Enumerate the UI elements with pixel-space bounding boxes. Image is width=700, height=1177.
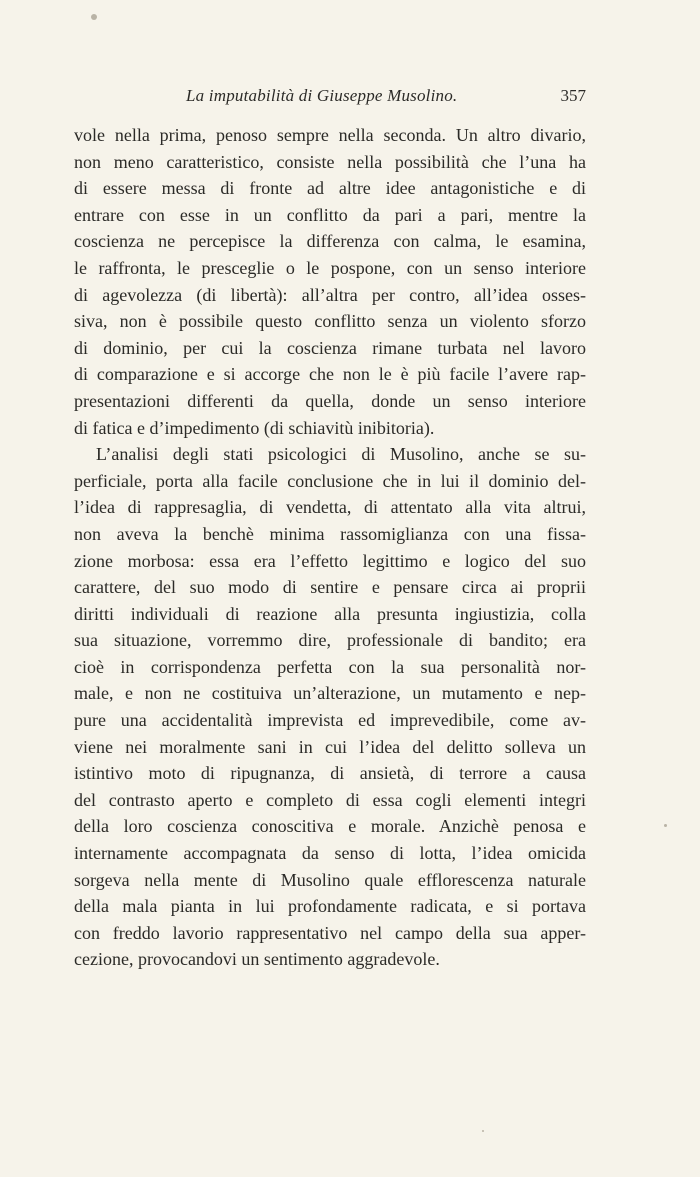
text-line: l’idea di rappresaglia, di vendetta, di attentato alla vita altrui,	[74, 497, 586, 518]
text-line: zione morbosa: essa era l’effetto legittimo e logico del suo	[74, 550, 586, 571]
body-text	[74, 122, 586, 973]
text-line: di agevolezza (di libertà): all’altra per contro, all’idea osses-	[74, 284, 586, 305]
text-line: della loro coscienza conoscitiva e morale. Anzichè penosa e	[74, 816, 586, 837]
text-line: cezione, provocandovi un sentimento aggradevole.	[74, 949, 440, 970]
paragraph	[74, 441, 586, 973]
text-line: con freddo lavorio rappresentativo nel campo della sua apper-	[74, 922, 586, 943]
text-line: della mala pianta in lui profondamente radicata, e si portava	[74, 896, 586, 917]
text-line: le raffronta, le prescegliе o le pospone, con un senso interiore	[74, 257, 586, 278]
text-line: istintivo moto di ripugnanza, di ansietà, di terrore a causa	[74, 763, 586, 784]
paragraph	[74, 122, 586, 441]
text-line: perficiale, porta alla facile conclusione che in lui il dominio del-	[74, 470, 586, 491]
text-line: non meno caratteristico, consiste nella possibilità che l’una ha	[74, 151, 586, 172]
running-header	[74, 86, 586, 110]
paper-speck	[482, 1130, 484, 1132]
paper-speck	[664, 824, 667, 827]
text-line: siva, non è possibile questo conflitto senza un violento sforzo	[74, 311, 586, 332]
text-line: vole nella prima, penoso sempre nella seconda. Un altro divario,	[74, 125, 586, 145]
text-line: carattere, del suo modo di sentire e pensare circa ai proprii	[74, 577, 586, 598]
text-line: di essere messa di fronte ad altre idee antagonistiche e di	[74, 178, 586, 199]
running-title: La imputabilità di Giuseppe Musolino.	[186, 86, 458, 105]
text-line: entrare con esse in un conflitto da pari a pari, mentre la	[74, 204, 586, 225]
paper-speck	[91, 14, 97, 20]
text-line: non aveva la benchè minima rassomiglianza con una fissa-	[74, 523, 586, 544]
text-line: cioè in corrispondenza perfetta con la sua personalità nor-	[74, 656, 586, 677]
text-line: presentazioni differenti da quella, donde un senso interiore	[74, 390, 586, 411]
text-line: di comparazione e si accorge che non le è più facile l’avere rap-	[74, 364, 586, 385]
text-line: male, e non ne costituiva un’alterazione, un mutamento e nep-	[74, 683, 586, 704]
text-line: di fatica e d’impedimento (di schiavitù inibitoria).	[74, 417, 435, 438]
text-line: internamente accompagnata da senso di lotta, l’idea omicida	[74, 843, 586, 864]
text-line: viene nei moralmente sani in cui l’idea del delitto solleva un	[74, 736, 586, 757]
text-line: pure una accidentalità imprevista ed imprevedibile, come av-	[74, 710, 586, 731]
text-line: del contrasto aperto e completo di essa cogli elementi integri	[74, 789, 586, 810]
text-line: di dominio, per cui la coscienza rimane turbata nel lavoro	[74, 337, 586, 358]
page-number: 357	[560, 86, 586, 105]
text-line: diritti individuali di reazione alla presunta ingiustizia, colla	[74, 603, 586, 624]
text-line: sorgeva nella mente di Musolino quale efflorescenza naturale	[74, 869, 586, 890]
text-line: coscienza ne percepisce la differenza con calma, le esamina,	[74, 231, 586, 252]
text-line: L’analisi degli stati psicologici di Musolino, anche se su-	[96, 444, 586, 465]
text-line: sua situazione, vorremmo dire, professionale di bandito; era	[74, 630, 586, 651]
